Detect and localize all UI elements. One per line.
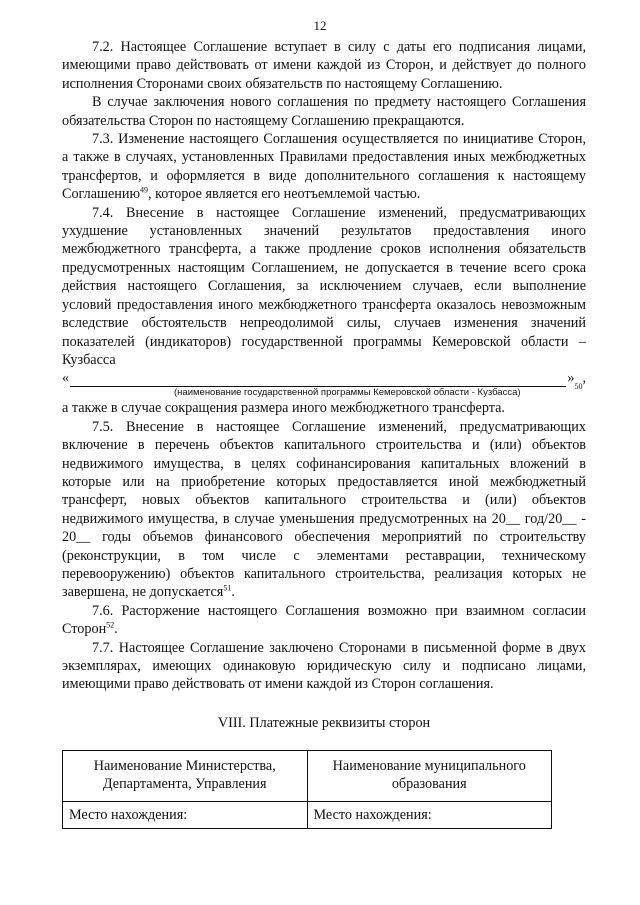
blank-underline [70, 373, 566, 387]
close-quote: » [567, 369, 575, 386]
table-header-ministry: Наименование Министерства, Департамента, Управления [63, 751, 308, 802]
paragraph-7-3-text: 7.3. Изменение настоящего Соглашения осуществляется по инициативе Сторон, а также в случаях, установленных Правилами предоставления иных межбюджетных трансфертов, и оформляется в виде дополнительного соглашения к настоящему Соглашению [62, 131, 586, 203]
table-header-row [63, 751, 552, 802]
open-quote: « [62, 369, 70, 386]
page-number: 12 [313, 18, 327, 33]
paragraph-7-2-continuation: В случае заключения нового соглашения по предмету настоящего Соглашения обязательства Сторон по настоящему Соглашению прекращаются. [62, 94, 586, 129]
paragraph-7-6 [62, 602, 586, 639]
section-title: VIII. Платежные реквизиты сторон [217, 714, 431, 731]
document-body [62, 38, 586, 829]
paragraph-7-5-tail: . [231, 584, 235, 601]
table-header-municipality: Наименование муниципального образования [307, 751, 552, 802]
table-row [63, 802, 552, 829]
table-cell-location-municipality: Место нахождения: [307, 802, 552, 829]
paragraph-7-4-tail: а также в случае сокращения размера иного межбюджетного трансферта. [62, 400, 505, 417]
paragraph-7-5 [62, 418, 586, 602]
paragraph-7-4: 7.4. Внесение в настоящее Соглашение изменений, предусматривающих ухудшение установленных значений результатов предоставления иного межбюджетного трансферта, а также продление сроков исполнения обязательств предусмотренных настоящим Соглашением, не допускается в течение всего срока действия настоящего Соглашения, за исключением случаев, если выполнение условий предоставления иного межбюджетного трансферта оказалось невозможным вследствие обстоятельств непреодолимой силы, случаев изменения значений показателей (индикаторов) государственной программы Кемеровской области – Кузбасса [62, 204, 586, 368]
paragraph-7-7: 7.7. Настоящее Соглашение заключено Сторонами в письменной форме в двух экземплярах, имеющих одинаковую юридическую силу и подписано лицами, имеющими право действовать от имени каждой из Сторон соглашения. [62, 639, 586, 693]
footnote-ref-51: 51 [223, 583, 232, 593]
program-name-caption: (наименование государственной программы Кемеровской области - Кузбасса) [174, 387, 521, 399]
paragraph-7-5-text: 7.5. Внесение в настоящее Соглашение изменений, предусматривающих включение в перечень объектов капитального строительства и (или) объектов недвижимого имущества, в целях софинансирования капитальных вложений в которые или на приобретение которых предоставляется иной межбюджетный трансферт, новых объектов капитального строительства и (или) объектов недвижимого имущества, в случае уменьшения предусмотренных на 20__ год/20__ - 20__ годы объемов финансового обеспечения мероприятий по строительству (реконструкции, в том числе с элементами реставрации, техническому перевооружению) объектов капитального строительства, реализация которых не завершена, не допускается [62, 418, 586, 601]
paragraph-7-2: 7.2. Настоящее Соглашение вступает в силу с даты его подписания лицами, имеющими право действовать от имени каждой из Сторон, и действует до полного исполнения Сторонами своих обязательств по настоящему Соглашению. [62, 39, 586, 92]
paragraph-7-6-text: 7.6. Расторжение настоящего Соглашения возможно при взаимном согласии Сторон [62, 602, 586, 638]
paragraph-7-3 [62, 130, 586, 204]
trailing-comma: , [582, 369, 586, 386]
footnote-ref-49: 49 [140, 185, 149, 195]
program-name-blank-line: « » 50 , [62, 369, 586, 392]
footnote-ref-52: 52 [106, 620, 115, 630]
table-cell-location-ministry: Место нахождения: [63, 802, 308, 829]
payment-details-table [62, 750, 552, 829]
paragraph-7-6-tail: . [114, 621, 118, 638]
paragraph-7-3-tail: , которое является его неотъемлемой частью. [148, 186, 421, 203]
